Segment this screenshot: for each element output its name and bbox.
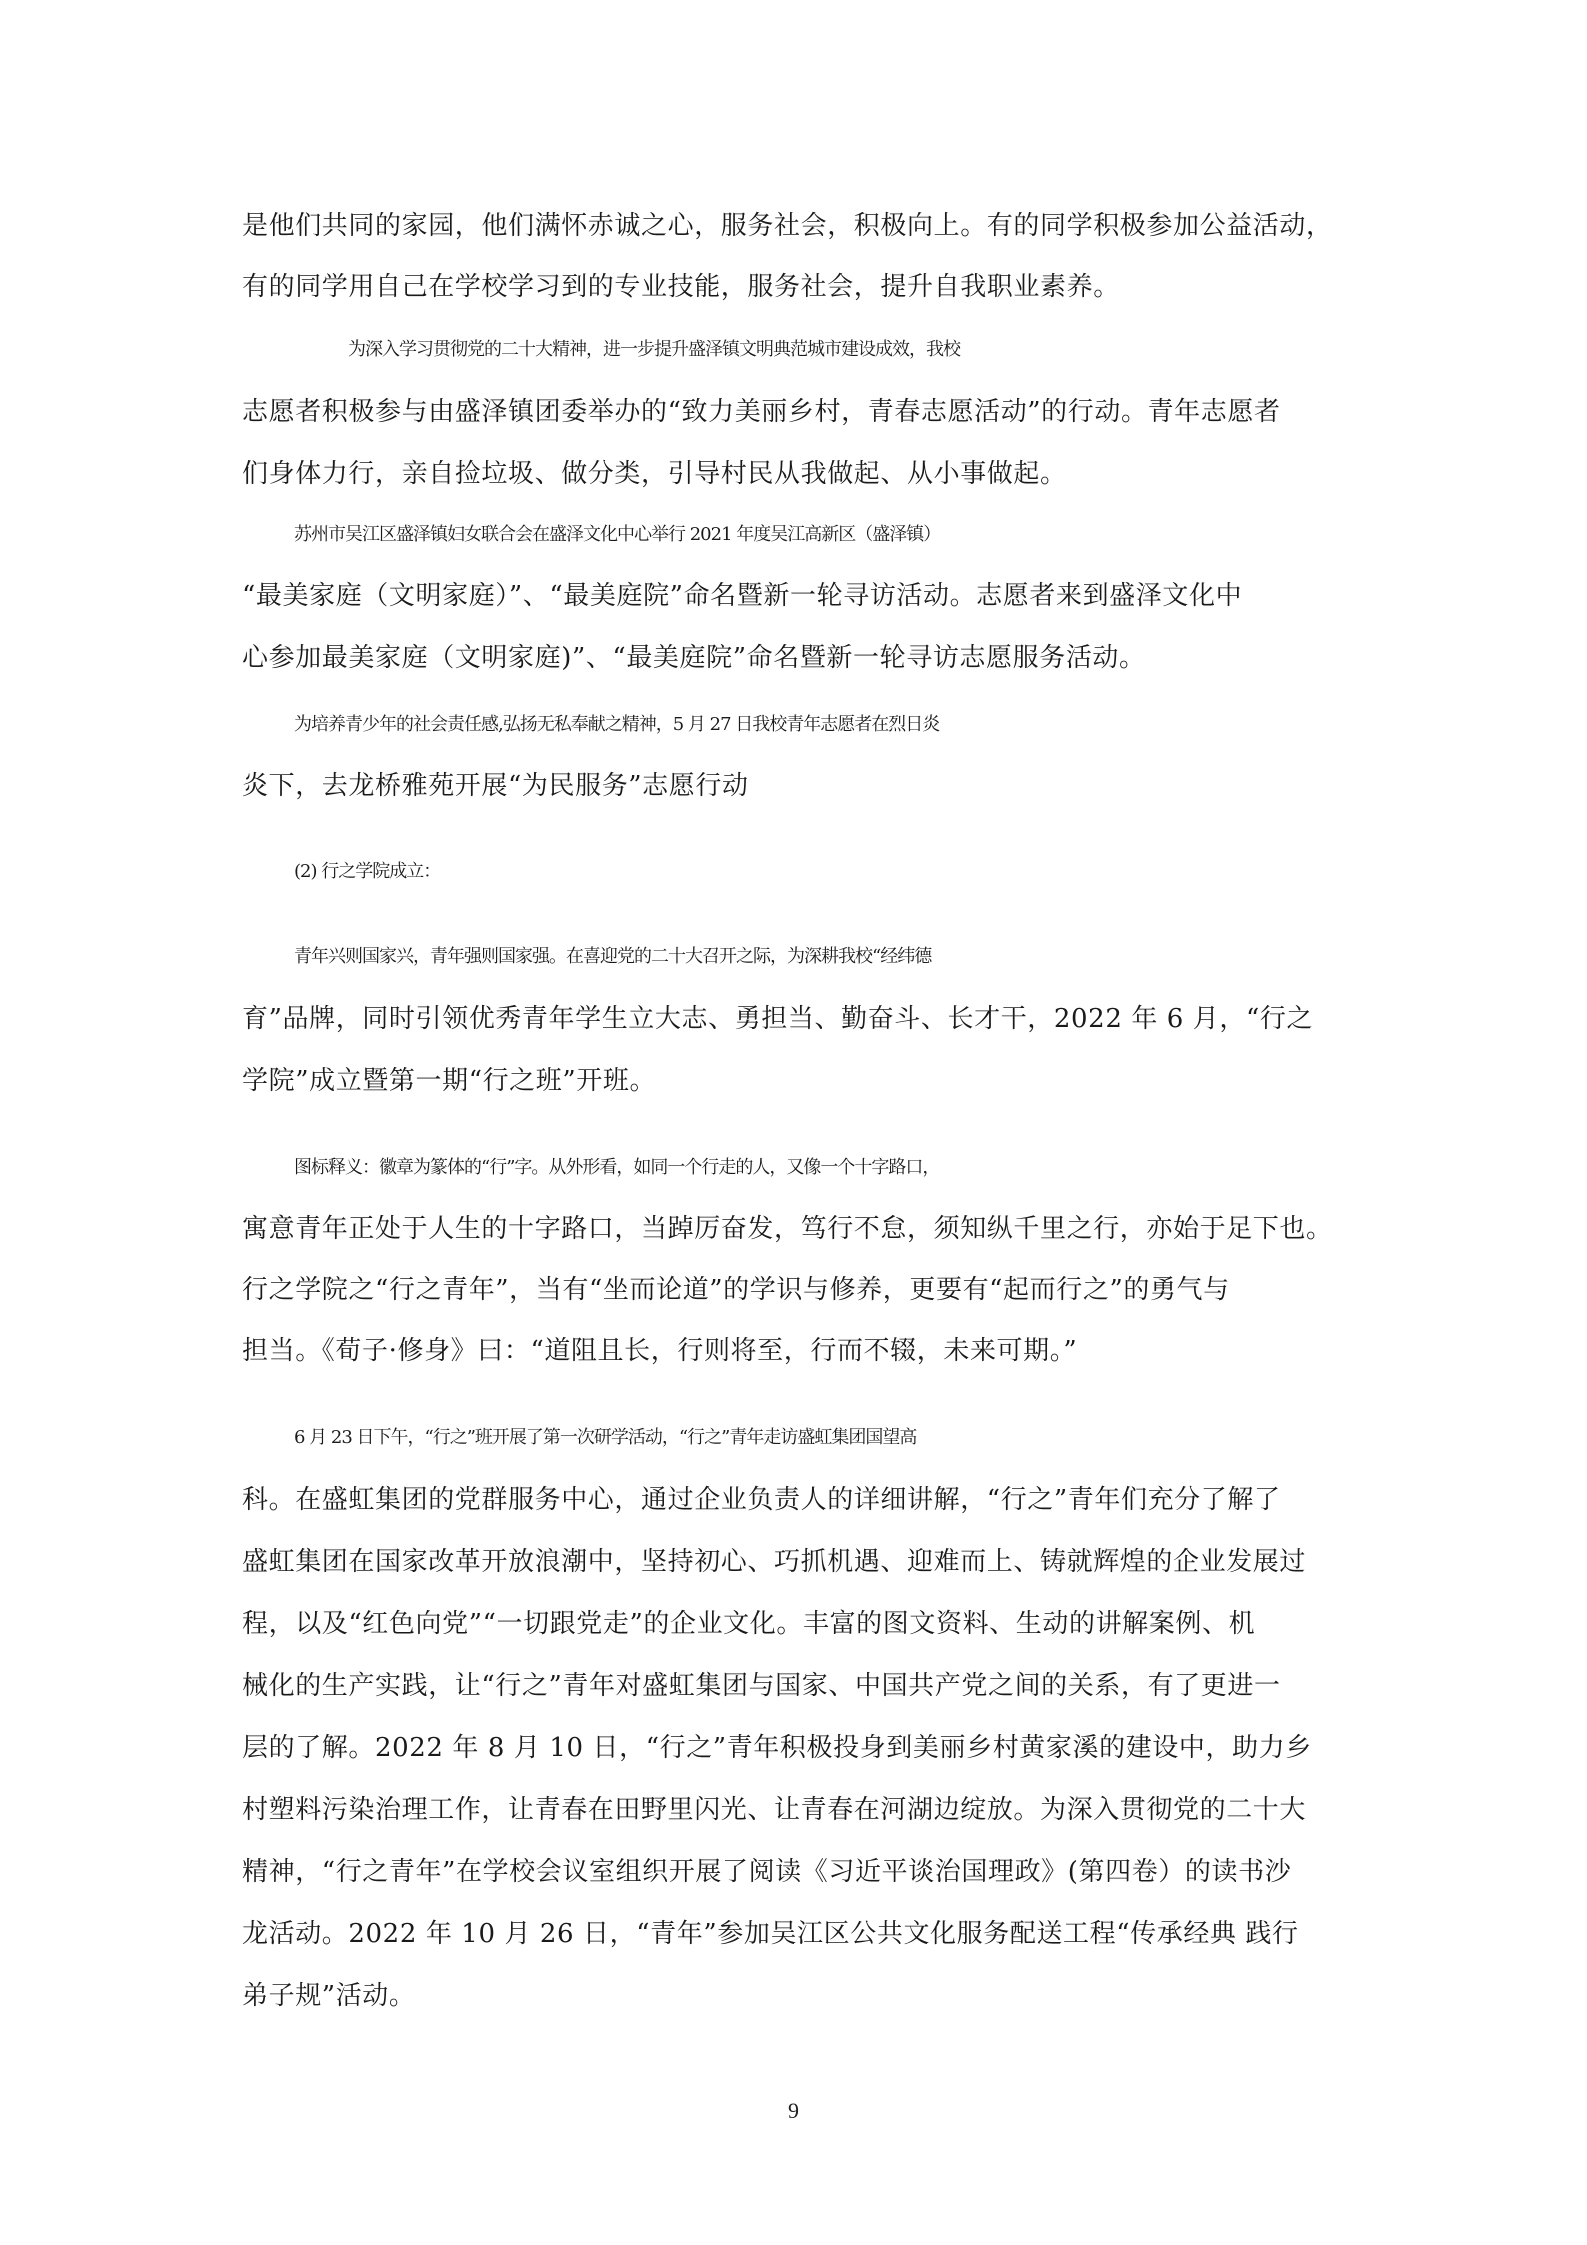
text-line: 弟子规”活动。 — [242, 1981, 416, 2011]
text-line: 学院”成立暨第一期“行之班”开班。 — [242, 1066, 657, 1096]
text-line: 龙活动。2022 年 10 月 26 日，“青年”参加吴江区公共文化服务配送工程“传承经典 践行 — [242, 1919, 1299, 1949]
text-line: 寓意青年正处于人生的十字路口，当踔厉奋发，笃行不怠，须知纵千里之行，亦始于足下也。 — [242, 1214, 1333, 1244]
text-line: 科。在盛虹集团的党群服务中心，通过企业负责人的详细讲解，“行之”青年们充分了解了 — [242, 1485, 1281, 1515]
heading-line: (2) 行之学院成立： — [294, 861, 441, 882]
text-line: 有的同学用自己在学校学习到的专业技能，服务社会，提升自我职业素养。 — [242, 272, 1120, 302]
text-line: 6 月 23 日下午，“行之”班开展了第一次研学活动，“行之”青年走访盛虹集团国望高 — [294, 1427, 917, 1448]
text-line: 们身体力行，亲自捡垃圾、做分类，引导村民从我做起、从小事做起。 — [242, 459, 1067, 489]
text-line: 程，以及“红色向党”“一切跟党走”的企业文化。丰富的图文资料、生动的讲解案例、机 — [242, 1609, 1256, 1639]
text-line: 为培养青少年的社会责任感,弘扬无私奉献之精神，5 月 27 日我校青年志愿者在烈日炎 — [294, 714, 940, 735]
page-number: 9 — [788, 2098, 799, 2123]
text-line: 精神，“行之青年”在学校会议室组织开展了阅读《习近平谈治国理政》(第四卷）的读书沙 — [242, 1857, 1292, 1887]
text-line: 志愿者积极参与由盛泽镇团委举办的“致力美丽乡村，青春志愿活动”的行动。青年志愿者 — [242, 397, 1281, 427]
text-line: 村塑料污染治理工作，让青春在田野里闪光、让青春在河湖边绽放。为深入贯彻党的二十大 — [242, 1795, 1307, 1825]
text-line: 炎下，去龙桥雅苑开展“为民服务”志愿行动 — [242, 771, 749, 801]
text-line: 心参加最美家庭（文明家庭)”、“最美庭院”命名暨新一轮寻访志愿服务活动。 — [242, 643, 1146, 673]
text-line: 图标释义：徽章为篆体的“行”字。从外形看，如同一个行走的人，又像一个十字路口， — [294, 1157, 940, 1178]
text-line: 是他们共同的家园，他们满怀赤诚之心，服务社会，积极向上。有的同学积极参加公益活动， — [242, 211, 1333, 241]
text-line: 行之学院之“行之青年”，当有“坐而论道”的学识与修养，更要有“起而行之”的勇气与 — [242, 1275, 1230, 1305]
text-line: 盛虹集团在国家改革开放浪潮中，坚持初心、巧抓机遇、迎难而上、铸就辉煌的企业发展过 — [242, 1547, 1307, 1577]
text-line: 青年兴则国家兴，青年强则国家强。在喜迎党的二十大召开之际，为深耕我校“经纬德 — [294, 946, 932, 967]
text-line: 层的了解。2022 年 8 月 10 日，“行之”青年积极投身到美丽乡村黄家溪的建设中，助力乡 — [242, 1733, 1312, 1763]
text-line: 苏州市吴江区盛泽镇妇女联合会在盛泽文化中心举行 2021 年度吴江高新区（盛泽镇） — [294, 524, 941, 545]
text-line: 械化的生产实践，让“行之”青年对盛虹集团与国家、中国共产党之间的关系，有了更进一 — [242, 1671, 1281, 1701]
text-line: 担当。《荀子·修身》曰：“道阻且长，行则将至，行而不辍，未来可期。” — [242, 1336, 1078, 1366]
text-line: 育”品牌，同时引领优秀青年学生立大志、勇担当、勤奋斗、长才干，2022 年 6 月，“行之 — [242, 1004, 1314, 1034]
text-line: “最美家庭（文明家庭）”、“最美庭院”命名暨新一轮寻访活动。志愿者来到盛泽文化中 — [242, 581, 1243, 611]
text-line: 为深入学习贯彻党的二十大精神，进一步提升盛泽镇文明典范城市建设成效，我校 — [348, 339, 960, 360]
